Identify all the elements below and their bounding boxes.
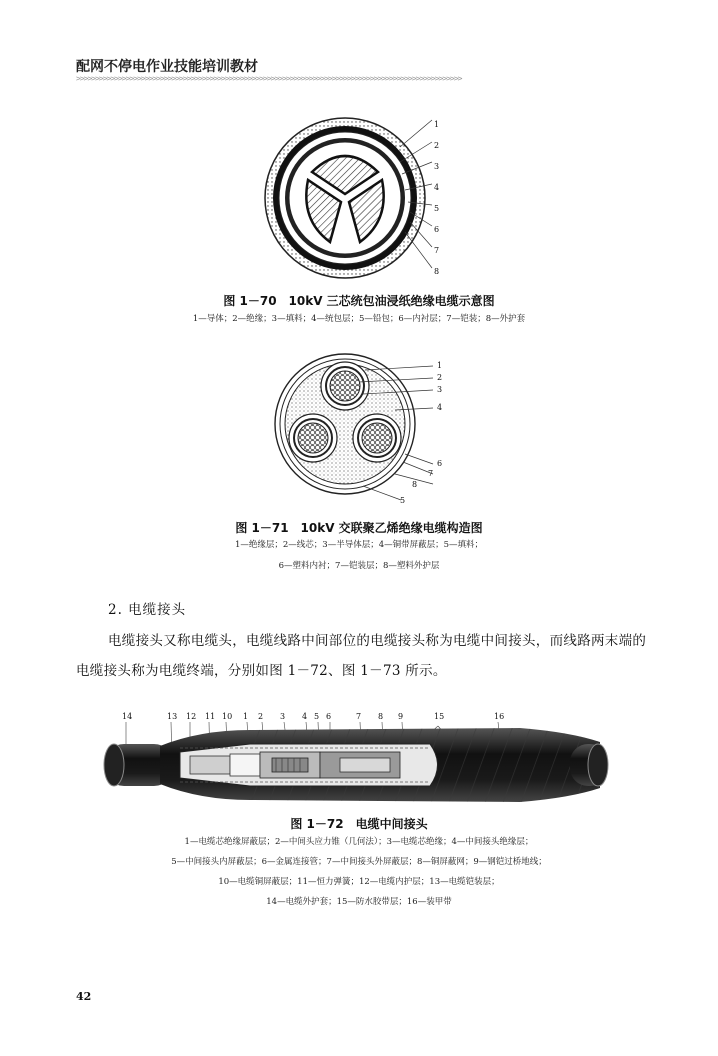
callout-label: 8	[434, 267, 440, 276]
callout-label: 4	[434, 183, 440, 192]
figure-1-71-legend-line-1: 1—绝缘层；2—线芯；3—半导体层；4—铜带屏蔽层；5—填料；	[234, 540, 484, 550]
paragraph-text: 电缆接头又称电缆头，电缆线路中间部位的电缆接头称为电缆中间接头，而线路两末端的电缆接头称为电缆终端，分别如图 1－72、图 1－73 所示。	[76, 633, 647, 679]
callout-label: 6	[434, 225, 440, 234]
callout-label: 3	[437, 385, 443, 394]
figure-1-72-cable-joint	[100, 722, 610, 810]
figure-1-71-xlpe-cable-cross-section	[255, 350, 455, 510]
callout-label: 6	[437, 459, 443, 468]
callout-label: 9	[398, 712, 404, 721]
callout-label: 7	[434, 246, 440, 255]
callout-label: 3	[280, 712, 286, 721]
callout-label: 15	[434, 712, 445, 721]
body-paragraph	[76, 626, 651, 686]
figure-1-72-legend-line-3: 10—电缆铜屏蔽层；11—恒力弹簧；12—电缆内护层；13—电缆铠装层；	[218, 877, 500, 887]
callout-label: 1	[437, 361, 443, 370]
callout-label: 14	[122, 712, 133, 721]
section-heading: 2. 电缆接头	[108, 602, 187, 618]
callout-label: 5	[400, 496, 406, 505]
header-arrow-rule: >>>>>>>>>>>>>>>>>>>>>>>>>>>>>>>>>>>>>>>>>>>>>>>>>>>>>>>>>>>>>>>>>>>>>>>>>>>>>>>>>>>>>>>>>>>>>>>>>>>>>	[76, 74, 462, 83]
figure-1-70-legend: 1—导体；2—绝缘；3—填料；4—统包层；5—铅包；6—内衬层；7—铠装；8—外护套	[192, 314, 526, 324]
callout-label: 11	[205, 712, 216, 721]
figure-1-70-cable-cross-section	[250, 112, 460, 284]
callout-label: 12	[186, 712, 197, 721]
callout-label: 13	[167, 712, 178, 721]
callout-label: 10	[222, 712, 233, 721]
figure-1-70-callouts	[434, 114, 439, 282]
callout-label: 4	[302, 712, 308, 721]
running-header-title: 配网不停电作业技能培训教材	[76, 59, 258, 75]
callout-label: 5	[314, 712, 320, 721]
figure-1-72-legend-line-4: 14—电缆外护套；15—防水胶带层；16—装甲带	[266, 897, 452, 907]
callout-label: 7	[356, 712, 362, 721]
callout-label: 2	[437, 373, 443, 382]
figure-1-72-legend-line-1: 1—电缆芯绝缘屏蔽层；2—中间头应力锥（几何法）；3—电缆芯绝缘；4—中间接头绝缘层；	[184, 837, 534, 847]
callout-label: 2	[434, 141, 440, 150]
callout-label: 4	[437, 403, 443, 412]
callout-label: 3	[434, 162, 440, 171]
callout-label: 6	[326, 712, 332, 721]
callout-label: 7	[428, 469, 434, 478]
figure-1-72-caption: 图 1－72 电缆中间接头	[290, 817, 428, 831]
figure-1-71-caption: 图 1－71 10kV 交联聚乙烯绝缘电缆构造图	[235, 521, 483, 535]
callout-label: 1	[434, 120, 440, 129]
callout-label: 2	[258, 712, 264, 721]
page-number: 42	[76, 990, 92, 1003]
callout-label: 8	[412, 480, 418, 489]
figure-1-72-legend-line-2: 5—中间接头内屏蔽层；6—金属连接管；7—中间接头外屏蔽层；8—铜屏蔽网；9—钢铠过桥地线；	[171, 857, 547, 867]
figure-1-71-legend-line-2: 6—塑料内衬；7—铠装层；8—塑料外护层	[278, 561, 440, 571]
callout-label: 5	[434, 204, 440, 213]
callout-label: 1	[243, 712, 249, 721]
callout-label: 8	[378, 712, 384, 721]
figure-1-70-caption: 图 1－70 10kV 三芯统包油浸纸绝缘电缆示意图	[223, 294, 495, 308]
callout-label: 16	[494, 712, 505, 721]
